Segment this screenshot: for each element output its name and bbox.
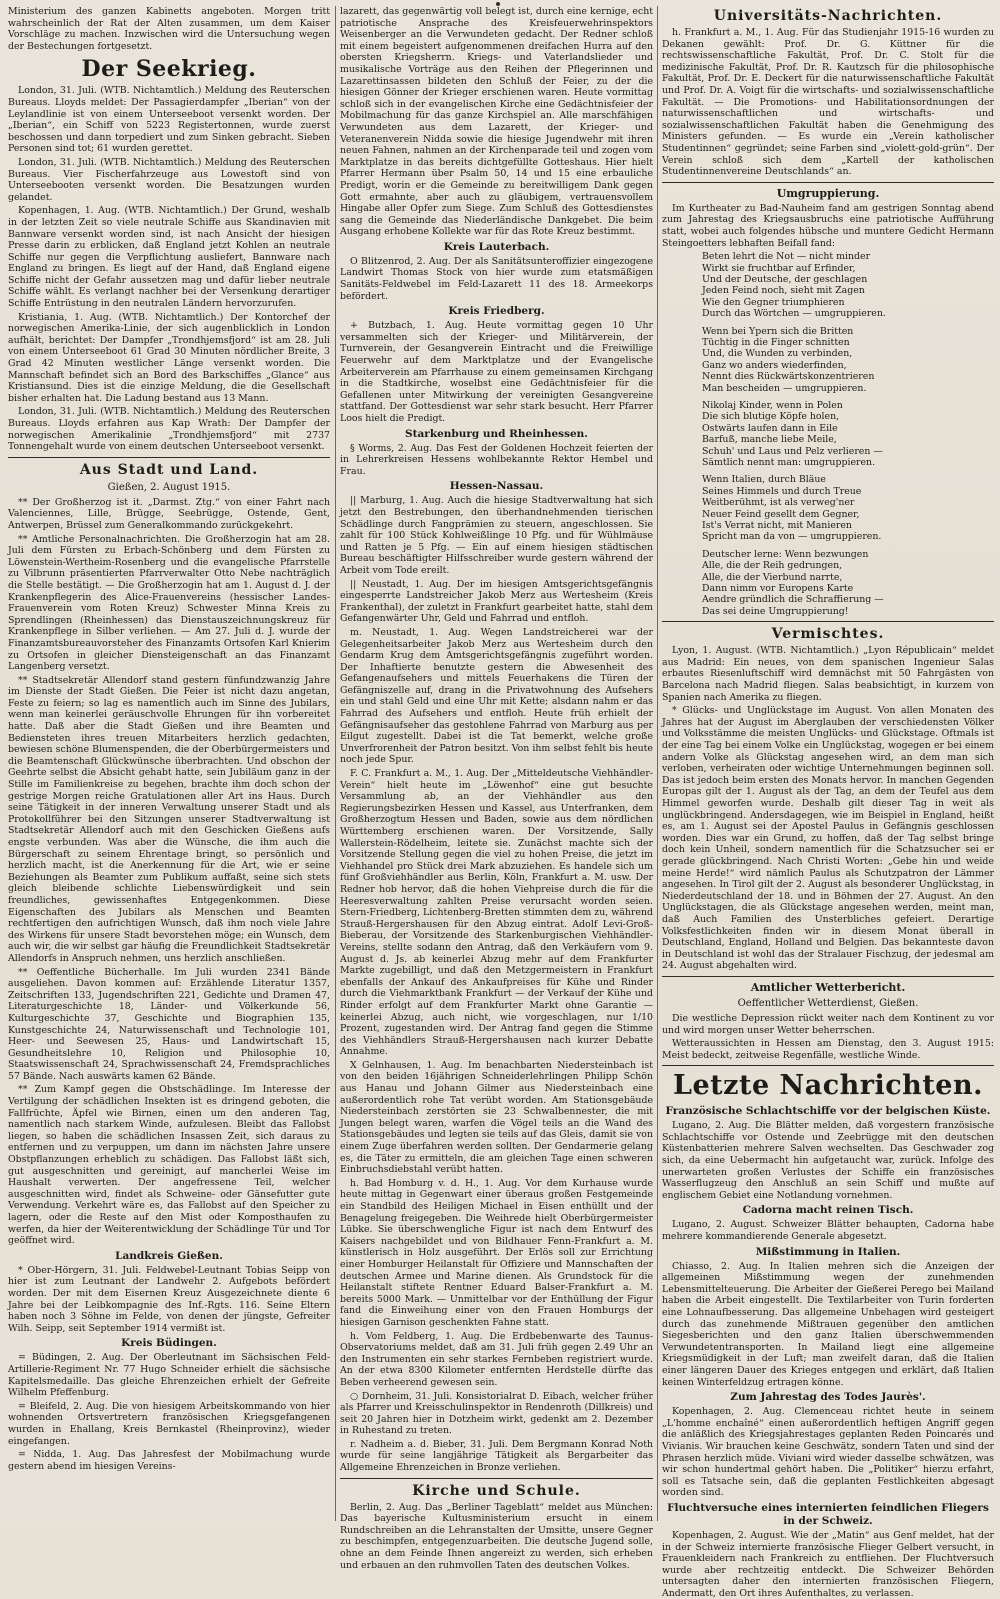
article-paragraph: Wetteraussichten in Hessen am Dienstag, den 3. August 1915: Meist bedeckt, zeitweise Regenfälle, westliche Winde. <box>662 1038 994 1061</box>
article-paragraph: Kopenhagen, 2. Aug. Clemenceau richtet heute in seinem „L'homme enchaîné“ einen außerordentlich heftigen Angriff gegen die anläßlich des Kriegsjahrestages geplanten Reden Poincarés und Vivianis. Wir brauchen keine Geschwätz, sondern Taten und sind der Phrasen herzlich müde. Viviani wird wieder dasselbe schwätzen, was wir schon hundertmal gehört haben. Die „Politiker“ hierzu erfahrt, soll es Tatsache sein, daß die geplanten Festlichkeiten abgesagt worden sind. <box>662 1406 994 1499</box>
poem-line: Und der Deutsche, der geschlagen <box>702 273 868 285</box>
poem-line: Aendre gründlich die Schraffierung — <box>702 594 884 606</box>
poem-line: Nikolaj Kinder, wenn in Polen <box>702 399 843 411</box>
section-title-vermischtes: Vermischtes. <box>771 626 885 643</box>
subsection-title: Landkreis Gießen. <box>115 1249 223 1262</box>
divider <box>340 1478 653 1479</box>
subsection-title: Cadorna macht reinen Tisch. <box>742 1204 914 1217</box>
article-paragraph: § Worms, 2. Aug. Das Fest der Goldenen Hochzeit feierten der in Lehrerkreisen Hessens wohlbekannte Rektor Hembel und Frau. <box>340 442 653 477</box>
article-paragraph: = Nidda, 1. Aug. Das Jahresfest der Mobilmachung wurde gestern abend im hiesigen Vereins- <box>8 1449 330 1472</box>
article-paragraph: lazarett, das gegenwärtig voll belegt ist, durch eine kernige, echt patriotische Ansprache des Kreisfeuerwehrinspektors Weisenberger an die Verwundeten gedacht. Der Redner schloß mit einem begeistert aufgenommenen dreifachen Hurra auf den obersten Kriegsherrn. Kriegs- und Vaterlandslieder und musikalische Vorträge aus den Reihen der Pflegerinnen und Lazarettinsassen bildeten den Schluß der Feier, zu der die hiesigen Gönner der Krieger erschienen waren. Heute vormittag schloß sich in der evangelischen Kirche eine Gedächtnisfeier der Mobilmachung für das ganze Kirchspiel an. Alle marschfähigen Verwundeten aus dem Lazarett, der Krieger- und Veteranenverein Nidda sowie die hiesige Jugendwehr mit ihren neuen Fahnen, nahmen an der Kirchenparade teil und zogen vom Marktplatze in das bereits dichtgefüllte Gotteshaus. Hier hielt Pfarrer Hermann über Psalm 50, 14 und 15 eine erbauliche Predigt, worin er die Gemeinde zu bereitwilligem Dank gegen Gott ermahnte, aber auch zu gläubigem, vertrauensvollem Hingabe aller Opfer zum Siege. Zum Schluß des Gottesdienstes sang die Gemeinde das Niederländische Dankgebet. Die beim Ausgang erhobene Kollekte war für das Rote Kreuz bestimmt. <box>340 6 653 238</box>
divider <box>662 1065 994 1066</box>
poem-line: Deutscher lerne: Wenn bezwungen <box>702 548 869 560</box>
subsection-title: Mißstimmung in Italien. <box>755 1245 901 1258</box>
article-paragraph: Kristiania, 1. Aug. (WTB. Nichtamtlich.) Der Kontorchef der norwegischen Amerika-Linie, der sich augenblicklich in London aufhält, berichtet: Der Dampfer „Trondhjemsfjord“ ist am 28. Juli von einem Unterseeboot 61 Grad 30 Minuten nördlicher Breite, 3 Grad 42 Minuten westlicher Länge versenkt worden. Die Mannschaft befindet sich an Bord des Barkschiffes „Glance“ aus Kristiansund. Dies ist die einzige Meldung, die die Gesellschaft bisher erhalten hat. Die Ladung bestand aus 13 Mann. <box>8 311 330 404</box>
section-title-seekrieg: Der Seekrieg. <box>81 56 257 83</box>
article-paragraph: h. Vom Feldberg, 1. Aug. Die Erdbebenwarte des Taunus-Observatoriums meldet, daß am 31. Juli früh gegen 2.49 Uhr an den Instrumenten ein sehr starkes Fernbeben registriert wurde. An der etwa 8300 Kilometer entfernten Herdstelle dürfte das Beben verheerend gewesen sein. <box>340 1330 653 1388</box>
subsection-title: Starkenburg und Rheinhessen. <box>405 427 588 440</box>
article-paragraph: = Bleifeld, 2. Aug. Die von hiesigem Arbeitskommando von hier wohnenden Ortsvertretern französischen Kriegsgefangenen wurden in Ehallang, Kreis Bernkastel (Rheinprovinz), wieder eingefangen. <box>8 1400 330 1447</box>
poem-line: Die sich blutige Köpfe holen, <box>702 411 840 423</box>
dateline: Gießen, 2. August 1915. <box>107 481 231 493</box>
divider <box>8 457 330 458</box>
poem-line: Spricht man da von — umgruppieren. <box>702 531 882 543</box>
article-paragraph: = Büdingen, 2. Aug. Der Oberleutnant im Sächsischen Feld-Artillerie-Regiment Nr. 77 Hugo Schneider erhielt die sächsische Kapitelsmedaille. Das gleiche Ehrenzeichen erhielt der Gefreite Wilhelm Pfeffenburg. <box>8 1352 330 1399</box>
subsection-title: Kreis Friedberg. <box>448 305 545 318</box>
section-title-stadt: Aus Stadt und Land. <box>79 461 259 478</box>
article-paragraph: Im Kurtheater zu Bad-Nauheim fand am gestrigen Sonntag abend zum Jahrestag des Kriegsausbruchs eine patriotische Aufführung statt, wobei auch folgendes hübsche und muntere Gedicht Hermann Steingoetters lebhaften Beifall fand: <box>662 202 994 249</box>
article-paragraph: ** Oeffentliche Bücherhalle. Im Juli wurden 2341 Bände ausgeliehen. Davon kommen auf: Erzählende Literatur 1357, Zeitschriften 133, Jugendschriften 221, Gedichte und Dramen 47, Literaturgeschichte 18, Länder- und Völkerkunde 56, Kulturgeschichte 37, Geschichte und Biographien 135, Kunstgeschichte 24, Naturwissenschaft und Technologie 101, Heer- und Seewesen 25, Haus- und Landwirtschaft 15, Gesundheitslehre 10, Religion und Philosophie 10, Staatswissenschaft 24, Sprachwissenschaft 24, Fremdsprachliches 57 Bände. Nach auswärts kamen 62 Bände. <box>8 966 330 1082</box>
article-paragraph: || Marburg, 1. Aug. Auch die hiesige Stadtverwaltung hat sich jetzt den Bestrebungen, den überhandnehmenden tierischen Schädlinge durch Fangprämien zu steuern, angeschlossen. Sie zahlt für 100 Stück Kohlweißlinge 10 Pfg. und für Wühlmäuse und Ratten je 5 Pfg. — Ein auf einem hiesigen städtischen Bureau beschäftigter Hilfsschreiber wurde gestern während der Arbeit vom Tode ereilt. <box>340 495 653 576</box>
poem-line: Alle, die der Reih gedrungen, <box>702 560 843 572</box>
article-paragraph: ** Der Großherzog ist it. „Darmst. Ztg.“ von einer Fahrt nach Valenciennes, Lille, Brügge, Seebrügge, Ostende, Gent, Antwerpen, Brüssel zum Generalkommando zurückgekehrt. <box>8 496 330 531</box>
article-paragraph: ** Amtliche Personalnachrichten. Die Großherzogin hat am 28. Juli dem Fürsten zu Erbach-Schönberg und dem Fürsten zu Löwenstein-Wertheim-Rosenberg und die evangelische Pfarrstelle zu Vilbrunn präsentierten Pfarrverwalter Otto Nebe nachträglich die Stelle bestätigt. — Die Großherzogin hat am 1. August d. J. der Krankenpflegerin des Alice-Frauenvereins (hessischer Landes-Frauenverein vom Roten Kreuz) Schwester Minna Kreis zu Sprendlingen (Rheinhessen) das Dienstauszeichnungskreuz für Krankenpflege in Silber verliehen. — Am 27. Juli d. J. wurde der Finanzamtsbureauvorsteher des Finanzamts Ortsofen Karl Knierim zu Ortsofen in gleicher Diensteigenschaft an das Finanzamt Langenberg versetzt. <box>8 533 330 673</box>
article-paragraph: Chiasso, 2. Aug. In Italien mehren sich die Anzeigen der allgemeinen Mißstimmung wegen der zunehmenden Lebensmittelteuerung. Die Arbeiter der Gießerei Perego bei Mailand haben die Arbeit eingestellt. Die Textilarbeiter von Turin forderten eine Lohnaufbesserung. Das allgemeine Unbehagen wird gesteigert durch das zunehmende Mißtrauen gegenüber den amtlichen Siegesberichten und den ganz Italien überschwemmenden Verwundetentransporten. In Mailand liegt eine allgemeine Kriegsmüdigkeit in der Luft; man zweifelt daran, daß die Italien einer längeren Dauer des Krieges entgegen und erklärt, daß Italien keinen Winterfeldzug ertragen könne. <box>662 1260 994 1388</box>
poem-line: Und, die Wunden zu verbinden, <box>702 348 853 360</box>
article-paragraph: m. Neustadt, 1. Aug. Wegen Landstreicherei war der Gelegenheitsarbeiter Jakob Merz aus Wertesheim durch den Gendarm Krug dem Amtsgerichtsgefängnis zugeführt worden. Der Inhaftierte benutzte gestern die Abwesenheit des Gefangenaufsehers und mittels Feuerhakens die Türen der Gefängniszelle auf, drang in die Privatwohnung des Aufsehers ein und stahl Geld und eine Uhr mit Kette; alsdann nahm er das Fahrrad des Aufsehers und entfloh. Heute früh erhielt der Gefängnisaufseher das gestohlene Fahrrad von Marburg aus per Eilgut zugestellt. Dabei ist die Tat bemerkt, welche große Unverfrorenheit der Patron besitzt. Von ihm selbst fehlt bis heute noch jede Spur. <box>340 626 653 766</box>
poem-line: Schuh' und Laus und Pelz verlieren — <box>702 445 883 457</box>
poem-line: Man bescheiden — umgruppieren. <box>702 382 867 394</box>
column-rule <box>335 6 336 1521</box>
article-paragraph: r. Nadheim a. d. Bieber, 31. Juli. Dem Bergmann Konrad Noth wurde für seine langjährige Tätigkeit als Bergarbeiter das Allgemeine Ehrenzeichen in Bronze verliehen. <box>340 1438 653 1474</box>
article-paragraph: ** Zum Kampf gegen die Obstschädlinge. Im Interesse der Vertilgung der schädlichen Insekten ist es dringend geboten, die Fallfrüchte, Äpfel wie Birnen, einen um den anderen Tag, namentlich nach starkem Winde, aufzulesen. Bleibt das Fallobst liegen, so haben die schädlichen Insassen Zeit, sich daraus zu entfernen und zu verpuppen, um dann im nächsten Jahre unsere Obstpflanzungen erheblich zu schädigen. Das Fallobst läßt sich, gut ausgeschnitten und gereinigt, auf mancherlei Weise im Haushalt verwerten. Der angefressene Teil, welcher ausgeschnitten wird, findet als Schweine- oder Gänsefutter gute Verwendung. Verkehrt wäre es, das Fallobst auf den Speicher zu lagern, oder die Reste auf den Mist oder Komposthaufen zu werfen, da hier der Weiterentwicklung der Schädlinge Tür und Tor geöffnet wird. <box>8 1084 330 1247</box>
poem-line: Das sei deine Umgruppierung! <box>702 605 849 617</box>
article-paragraph: Lyon, 1. August. (WTB. Nichtamtlich.) „Lyon Républicain“ meldet aus Madrid: Ein neues, von dem spanischen Ingenieur Salas erbautes Riesenluftschiff wird demnächst mit 50 Fahrgästen von Barcelona nach Madrid fliegen. Salas beabsichtigt, in kurzem von Spanien nach Amerika zu fliegen. <box>662 645 994 703</box>
poem-line: Nennt dies Rückwärtskonzentrieren <box>702 371 875 383</box>
poem <box>662 251 994 617</box>
article-paragraph: London, 31. Juli. (WTB. Nichtamtlich.) Meldung des Reuterschen Bureaus. Vier Fischerfahrzeuge aus Lowestoft sind von Unterseebooten versenkt worden. Die Besatzungen wurden gelandet. <box>8 156 330 203</box>
article-paragraph: X Gelnhausen, 1. Aug. Im benachbarten Niedersteinbach ist von den beiden 16jährigen Schneiderlehrlingen Philipp Schön aus Hanau und Johann Gilmer aus Niedersteinbach eine außerordentlich rohe Tat verübt worden. Am Stationsgebäude Niedersteinbach zerstörten sie 23 Schwalbennester, die mit Jungen belegt waren, warfen die Vögel teils an die Wand des Stationsgebäudes und legten sie teils auf das Gleis, damit sie von einem Zuge überfahren werden sollten. Der Gendarmerie gelang es, die Täter zu ermitteln, die am gleichen Tage einen schweren Einbruchsdiebstahl verübt hatten. <box>340 1059 653 1176</box>
subsection-title: Fluchtversuche eines internierten feindlichen Fliegers in der Schweiz. <box>667 1501 989 1527</box>
article-paragraph: * Ober-Hörgern, 31. Juli. Feldwebel-Leutnant Tobias Seipp von hier ist zum Leutnant der Landwehr 2. Aufgebots befördert worden. Der mit dem Eisernen Kreuz Ausgezeichnete diente 6 Jahre bei der Leibkompagnie des Inf.-Rgts. 116. Seine Eltern haben noch 3 Söhne im Felde, von denen der jüngste, Gefreiter Wilh. Seipp, seit September 1914 vermißt ist. <box>8 1264 330 1334</box>
poem-line: Weitberühmt, ist als verweg'ner <box>702 497 855 509</box>
article-paragraph: h. Bad Homburg v. d. H., 1. Aug. Vor dem Kurhause wurde heute mittag in Gegenwart einer überaus großen Festgemeinde ein Standbild des Heiligen Michael in Eisen enthüllt und der Benagelung freigegeben. Die Weihrede hielt Oberbürgermeister Lübke. Sie überschwengliche Figur ist nach dem Entwurf des Kaisers nachgebildet und von Bildhauer Fenn-Frankfurt a. M. künstlerisch in Holz ausgeführt. Der Erlös soll zur Errichtung einer Homburger Heilanstalt für Offiziere und Mannschaften der deutschen Armee und Marine dienen. Als Grundstock für die Heilanstalt stiftete Rentner Eduard Balser-Frankfurt a. M. bereits 5000 Mark. — Unmittelbar vor der Enthüllung der Figur fand die Einweihung einer von den Frauen Homburgs der hiesigen Garnison geschenkten Fahne statt. <box>340 1177 653 1328</box>
subsection-title: Kreis Lauterbach. <box>443 240 550 253</box>
divider <box>662 182 994 183</box>
poem-line: Jeden Feind noch, sieht mit Zagen <box>702 285 865 297</box>
poem-line: Sämtlich nennt man: umgruppieren. <box>702 457 876 468</box>
article-paragraph: ○ Dornheim, 31. Juli. Konsistorialrat D. Eibach, welcher früher als Pfarrer und Kreisschulinspektor in Rendenroth (Dillkreis) und seit 20 Jahren hier in Dotzheim wirkt, gedenkt am 2. Dezember in Ruhestand zu treten. <box>340 1390 653 1437</box>
article-paragraph: London, 31. Juli. (WTB. Nichtamtlich.) Meldung des Reuterschen Bureaus. Lloyds erfahren aus Kap Wrath: Der Dampfer der norwegischen Amerikalinie „Trondhjemsfjord“ mit 2737 Tonnengehalt wurde von einem deutschen Unterseeboot versenkt. <box>8 406 330 453</box>
column-2 <box>340 6 653 1571</box>
section-title-umgruppierung: Umgruppierung. <box>776 186 880 200</box>
poem-line: Wie den Gegner triumphieren <box>702 296 845 308</box>
article-paragraph: || Neustadt, 1. Aug. Der im hiesigen Amtsgerichtsgefängnis eingesperrte Landstreicher Jakob Merz aus Wertesheim (Kreis Frankenthal), der zuletzt in Frankfurt gearbeitet hatte, stahl dem Gefangenwärter Uhr, Geld und Fahrrad und entfloh. <box>340 578 653 625</box>
column-3 <box>662 6 994 1599</box>
poem-line: Ganz wo anders wiederfinden, <box>702 359 847 371</box>
poem-line: Wenn Italien, durch Bläue <box>702 474 826 486</box>
divider <box>662 976 994 977</box>
section-title-wetter: Amtlicher Wetterbericht. <box>750 980 906 994</box>
article-paragraph: h. Frankfurt a. M., 1. Aug. Für das Studienjahr 1915-16 wurden zu Dekanen gewählt: Prof. Dr. G. Küttner für die rechtswissenschaftliche Fakultät, Prof. Dr. C. Stolt für die medizinische Fakultät, Prof. Dr. R. Kautzsch für die philosophische Fakultät, Prof. Dr. E. Deckert für die naturwissenschaftliche Fakultät und Prof. Dr. A. Voigt für die wirtschafts- und sozialwissenschaftliche Fakultät. — Die Promotions- und Habilitationsordnungen der naturwissenschaftlichen und wirtschafts- und sozialwissenschaftlichen Fakultät haben die Genehmigung des Ministers gefunden. — Es wurde ein „Verein katholischer Studentinnen“ gegründet; seine Farben sind „violett-gold-grün“. Der Verein schloß sich dem „Kartell der katholischen Studentinnenvereine Deutschlands“ an. <box>662 27 994 178</box>
article-paragraph: ** Stadtsekretär Allendorf stand gestern fünfundzwanzig Jahre im Dienste der Stadt Gießen. Die Feier ist nicht dazu angetan, Feste zu feiern; so lag es namentlich auch im Sinne des Jubilars, wenn man keinerlei geräuschvolle Ehrungen für ihn vorbereitet hatte. Daß aber die Stadt Gießen und ihre Beamten und Bediensteten ihres treuen Mitarbeiters herzlich gedachten, bewiesen schöne Blumenspenden, die der Oberbürgermeisters und die Beamtenschaft Glückwünsche überbrachten. Und obschon der Geehrte selbst die Absicht gehabt hatte, sein Jubiläum ganz in der Stille im Familienkreise zu begehen, brachte ihm doch schon der gestrige Morgen reiche Gratulationen aller Art ins Haus. Durch seine Tätigkeit in der inneren Verwaltung unserer Stadt und als Protokollführer bei den Sitzungen unserer Stadtverwaltung ist Stadtsekretär Allendorf auch mit den Geschicken Gießens aufs engste verbunden. Was aber die Wünsche, die ihm auch die Bürgerschaft zu seinem Ehrentage bringt, so persönlich und herzlich macht, ist die Anerkennung für die Art, wie er seine Beziehungen als Beamter zum Publikum auffaßt, seine sich stets gleich bleibende schlichte Liebenswürdigkeit und sein freundliches, gewissenhaftes Entgegenkommen. Diese Eigenschaften des Jubilars als Menschen und Beamten rechtfertigen den aufrichtigen Wunsch, daß ihm noch viele Jahre des Wirkens für unsere Stadt bevorstehen möge; ein Wunsch, dem auch wir, die wir selbst gar häufig die Freundlichkeit Stadtsekretär Allendorfs in Anspruch nehmen, uns herzlich anschließen. <box>8 674 330 964</box>
poem-line: Tüchtig in die Finger schnitten <box>702 336 850 348</box>
poem-line: Barfuß, manche liebe Meile, <box>702 434 837 446</box>
article-paragraph: Kopenhagen, 1. Aug. (WTB. Nichtamtlich.) Der Grund, weshalb in der letzten Zeit so viele neutrale Schiffe aus Skandinavien mit Bannware versenkt worden sind, ist nach Ansicht der hiesigen Presse darin zu erblicken, daß England jetzt Kohlen an neutrale Schiffe nur gegen die Verpflichtung ausliefert, Bannware nach England zu bringen. Es liegt auf der Hand, daß England eigene Schiffe nicht der Gefahr aussetzen mag und dafür lieber neutrale Schiffe wählt. Es verlangt nachher bei der Versenkung derartiger Schiffe Entrüstung in den neutralen Ländern hervorzurufen. <box>8 205 330 310</box>
section-title-universitaet: Universitäts-Nachrichten. <box>713 8 943 24</box>
article-paragraph: F. C. Frankfurt a. M., 1. Aug. Der „Mitteldeutsche Viehhändler-Verein“ hielt heute im „Löwenhof“ eine gut besuchte Versammlung ab, an der Viehhändler aus den Regierungsbezirken Hessen und Kassel, aus Unterfranken, dem Großherzogtum Hessen und Baden, sowie aus dem nördlichen Württemberg erschienen waren. Der Vorsitzende, Sally Wallerstein-Rödelheim, leitete sie. Zunächst machte sich der Vorsitzende Stellung gegen die viel zu hohen Preise, die jetzt im Viehhandel pro Stück drei Mark abzuziehen. Es handele sich um fünf Großviehhändler aus Berlin, Köln, Frankfurt a. M. usw. Der Redner hob hervor, daß die hohen Viehpreise durch die für die Heeresverwaltung zahlten Preise verursacht worden seien. Stern-Friedberg, Lichtenberg-Bretten stimmten dem zu, während Strauß-Hergershausen für den Abzug eintrat. Adolf Levi-Groß-Bieberau, der Vorsitzende des Starkenburgischen Viehhändler-Vereins, stellte sodann den Antrag, daß den Verkäufern vom 9. August d. Js. ab keinerlei Abzug mehr auf dem Frankfurter Markte zugebilligt, und daß den Metzgermeistern in Frankfurt ebenfalls der Ankauf des Ankaufpreises für Kühe und Rinder durch die Viehmarktbank Frankfurt — der Verkauf der Kühe und Rinder erfolgt auf dem Frankfurter Markt ohne Garantie — keinerlei Abzug, auch nicht, wie vorgeschlagen, nur 1/10 Prozent, zugestanden wird. Der Antrag fand gegen die Stimme des Viehhändlers Strauß-Hergershausen nach kurzer Debatte Annahme. <box>340 768 653 1058</box>
poem-line: Neuer Feind gesellt dem Gegner, <box>702 508 860 520</box>
column-rule <box>657 6 658 1521</box>
article-paragraph: * Glücks- und Unglückstage im August. Von allen Monaten des Jahres hat der August im Aberglauben der verschiedensten Völker und Volksstämme die meisten Unglücks- und Glückstage. Oftmals ist der eine Tag bei einem Volke ein Unglückstag, wogegen er bei einem andern Volke als Glückstag angesehen wird, an dem man sich verloben, verheiraten oder wichtige Unternehmungen beginnen soll. Das ist jedoch beim ersten des Monats hervor. In manchen Gegenden Europas gilt der 1. August als der Tag, an dem der Teufel aus dem Himmel geworfen wurde. Deshalb gilt dieser Tag in weit als unglückbringend. Andersdagegen, wie im Beispiel in England, heißt es, am 1. August sei der Apostel Paulus in Gefängnis geschlossen worden. Dies war ein Grund, zu hoffen, daß der Tag selbst bringe doch kein Unheil, sondern namentlich für die Schatzsucher sei er gerade glückbringend. Nach Christi Worten: „Gebe hin und weide meine Herde!“ wird nämlich Paulus als Schutzpatron der Lämmer angesehen. In Tirol gilt der 2. August als besonderer Unglückstag, in Niederdeutschland der 18. und in Böhmen der 27. August. An den Unglückstagen, die als Glückstage angesehen werden, meint man, daß Auch Familien des Unsterbliches gefeiert. Derartige Volksfestlichkeiten finden wir in diesem Monat überall in Deutschland, England, Holland und Belgien. Das bekannteste davon in Deutschland ist wohl das der Stralauer Fischzug, der jedesmal am 24. August abgehalten wird. <box>662 705 994 972</box>
poem-line: Ostwärts laufen dann in Eile <box>702 422 838 434</box>
poem-line: Durch das Wörtchen — umgruppieren. <box>702 308 886 320</box>
subsection-title: Kreis Büdingen. <box>121 1337 217 1350</box>
article-paragraph: Lugano, 2. August. Schweizer Blätter behaupten, Cadorna habe mehrere kommandierende Generale abgesetzt. <box>662 1219 994 1243</box>
poem-line: Alle, die der Vierbund narrte, <box>702 571 843 583</box>
article-paragraph: Die westliche Depression rückt weiter nach dem Kontinent zu vor und wird morgen unser Wetter beherrschen. <box>662 1012 994 1036</box>
section-title-letzte-nachrichten: Letzte Nachrichten. <box>673 1070 983 1102</box>
poem-line: Seines Himmels und durch Treue <box>702 485 862 497</box>
article-paragraph: Lugano, 2. Aug. Die Blätter melden, daß vorgestern französische Schlachtschiffe vor Ostende und Zeebrügge mit den deutschen Küstenbatterien mehrere Salven wechselten. Das Geschwader zog sich, da eine Uebermacht hin aufgetaucht war, zurück. Infolge des unerwarteten großen Verlustes der Schiffe ein französisches Wasserflugzeug den Anschluß an sein Schiff und mußte auf englischem Gebiet eine Notlandung vornehmen. <box>662 1120 994 1201</box>
poem-line: Ist's Verrat nicht, mit Manieren <box>702 520 852 532</box>
subsection-title: Zum Jahrestag des Todes Jaurès'. <box>730 1391 926 1404</box>
article-paragraph: Ministerium des ganzen Kabinetts angeboten. Morgen tritt wahrscheinlich der Rat der Alten zusammen, um dem Kaiser Vorschläge zu machen. Inzwischen wird die Untersuchung wegen der Bestechungen fortgesetzt. <box>8 6 330 52</box>
article-paragraph: Berlin, 2. Aug. Das „Berliner Tageblatt“ meldet aus München: Das bayerische Kultusministerium ersucht in einem Rundschreiben an die Lehranstalten der Umsitte, unsere Gegner zu beschimpfen, entgegenzuarbeiten. Die deutsche Jugend solle, ohne an dem Feinde Ihnen angereizt zu werden, sich erheben und erbauen an den ruhmvollen Taten des deutschen Volkes. <box>340 1501 653 1571</box>
article-paragraph: Kopenhagen, 2. August. Wie der „Matin“ aus Genf meldet, hat der in der Schweiz internierte französische Flieger Gelbert versucht, in Frauenkleidern nach Frankreich zu entfliehen. Der Fluchtversuch wurde aber rechtzeitig entdeckt. Die Schweizer Behörden untersagten daher den internierten französischen Fliegern, Andermatt, den Ort ihres Aufenthaltes, zu verlassen. <box>662 1529 994 1599</box>
article-paragraph: + Butzbach, 1. Aug. Heute vormittag gegen 10 Uhr versammelten sich der Krieger- und Militärverein, der Turnverein, der Gesangverein Eintracht und die Freiwillige Feuerwehr auf dem Marktplatze und der Evangelische Arbeiterverein am Pfarrhause zu einem gemeinsamen Kirchgang in die Stadtkirche, woselbst eine Gedächtnisfeier für die Gefallenen unter Mitwirkung der vereinigten Gesangvereine stattfand. Der Gottesdienst war sehr stark besucht. Herr Pfarrer Loos hielt die Predigt. <box>340 320 653 424</box>
subsection-title: Hessen-Nassau. <box>449 480 544 493</box>
poem-line: Wirkt sie fruchtbar auf Erfinder, <box>702 262 856 274</box>
poem-line: Dann nimm vor Europens Karte <box>702 583 854 595</box>
poem-line: Beten lehrt die Not — nicht minder <box>702 251 871 263</box>
section-title-kirche: Kirche und Schule. <box>412 1482 581 1499</box>
divider <box>662 621 994 622</box>
weather-service: Oeffentlicher Wetterdienst, Gießen. <box>737 997 919 1009</box>
article-paragraph: London, 31. Juli. (WTB. Nichtamtlich.) Meldung des Reuterschen Bureaus. Lloyds meldet: Der Passagierdampfer „Iberian“ von der Leylandlinie ist von einem Unterseeboot versenkt worden. Der „Iberian“, ein Schiff von 5223 Registertonnen, wurde zuerst beschossen und dann torpediert und zum Sinken gebracht. Sieben Personen sind tot; 61 wurden gerettet. <box>8 85 330 155</box>
subsection-title: Französische Schlachtschiffe vor der belgischen Küste. <box>665 1105 991 1118</box>
poem-line: Wenn bei Ypern sich die Britten <box>702 325 854 337</box>
article-paragraph: O Blitzenrod, 2. Aug. Der als Sanitätsunteroffizier eingezogene Landwirt Thomas Stock von hier wurde zum etatsmäßigen Sanitäts-Feldwebel im Feld-Lazarett 11 des 18. Armeekorps befördert. <box>340 255 653 302</box>
column-1 <box>8 6 330 1521</box>
